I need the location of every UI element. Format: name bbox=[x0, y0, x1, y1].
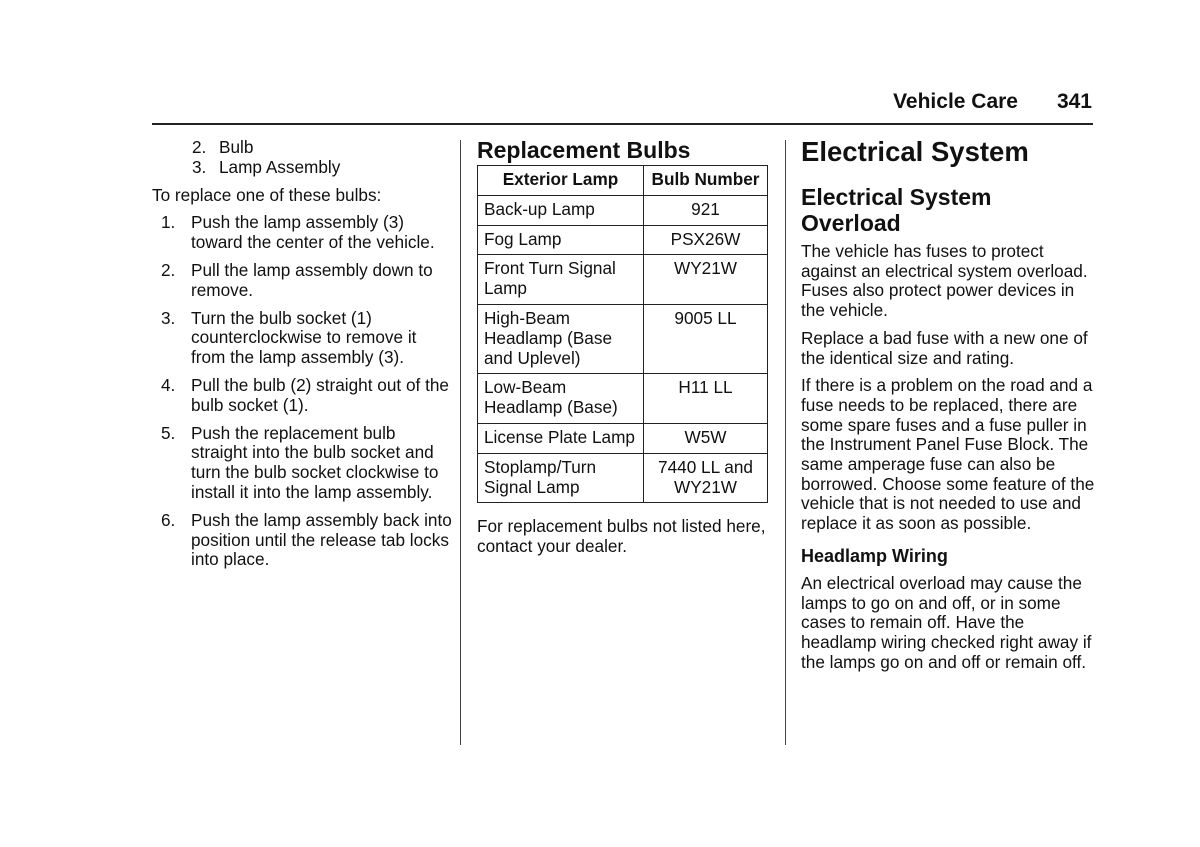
step-text: Pull the bulb (2) straight out of the bulb socket (1). bbox=[191, 374, 449, 415]
column-divider-left bbox=[460, 140, 461, 745]
paragraph: If there is a problem on the road and a fuse needs to be replaced, there are some spare fuses and a fuse puller in the Instrument Panel Fuse Block. The same amperage fuse can also be borrowed. Choose some feature of the vehicle that is not needed to use and replace it as soon as possible. bbox=[801, 375, 1095, 534]
list-number: 2. bbox=[192, 137, 207, 157]
bulb-number-cell: PSX26W bbox=[644, 225, 768, 255]
step-number: 1. bbox=[161, 212, 176, 233]
dealer-note: For replacement bulbs not listed here, contact your dealer. bbox=[477, 516, 766, 557]
lamp-cell: Stoplamp/Turn Signal Lamp bbox=[478, 453, 644, 503]
lamp-cell: License Plate Lamp bbox=[478, 423, 644, 453]
column-divider-right bbox=[785, 140, 786, 745]
header-rule bbox=[152, 123, 1093, 125]
list-text: Lamp Assembly bbox=[219, 156, 341, 177]
bulb-number-cell: 9005 LL bbox=[644, 304, 768, 373]
lamp-cell: Front Turn Signal Lamp bbox=[478, 255, 644, 305]
bulb-number-cell: 7440 LL and WY21W bbox=[644, 453, 768, 503]
bulb-number-cell: H11 LL bbox=[644, 374, 768, 424]
bulb-number-cell: 921 bbox=[644, 195, 768, 225]
paragraph: An electrical overload may cause the lamps to go on and off, or in some cases to remain off. Have the headlamp wiring checked right away if the lamps go on and off or remain off. bbox=[801, 572, 1092, 672]
paragraph: Replace a bad fuse with a new one of the identical size and rating. bbox=[801, 327, 1088, 368]
step-number: 3. bbox=[161, 307, 176, 328]
list-text: Bulb bbox=[219, 137, 254, 157]
lamp-cell: Back-up Lamp bbox=[478, 195, 644, 225]
page-header bbox=[0, 0, 1200, 130]
table-row bbox=[478, 225, 768, 255]
paragraph: The vehicle has fuses to protect against an electrical system overload. Fuses also protect power devices in the vehicle. bbox=[801, 241, 1088, 321]
lamp-cell: Low-Beam Headlamp (Base) bbox=[478, 374, 644, 424]
step-text: Turn the bulb socket (1) counterclockwise to remove it from the lamp assembly (3). bbox=[191, 307, 417, 368]
step-item bbox=[152, 213, 452, 253]
step-number: 6. bbox=[161, 509, 176, 530]
step-text: Push the lamp assembly (3) toward the center of the vehicle. bbox=[191, 212, 435, 253]
lamp-cell: High-Beam Headlamp (Base and Uplevel) bbox=[478, 304, 644, 373]
overload-heading: Electrical System Overload bbox=[801, 184, 992, 236]
column-bulb-procedure bbox=[152, 138, 452, 578]
step-item bbox=[152, 511, 452, 570]
table-row bbox=[478, 255, 768, 305]
step-item bbox=[152, 376, 452, 416]
step-number: 4. bbox=[161, 374, 176, 395]
procedure-intro: To replace one of these bulbs: bbox=[152, 184, 382, 205]
step-item bbox=[152, 424, 452, 503]
lamp-cell: Fog Lamp bbox=[478, 225, 644, 255]
step-text: Push the replacement bulb straight into the bulb socket and turn the bulb socket clockwise to install it into the lamp assembly. bbox=[191, 422, 439, 502]
headlamp-wiring-heading: Headlamp Wiring bbox=[801, 545, 948, 566]
table-row bbox=[478, 423, 768, 453]
bulb-table bbox=[477, 165, 768, 503]
procedure-steps bbox=[152, 213, 452, 570]
table-row bbox=[478, 195, 768, 225]
table-row bbox=[478, 453, 768, 503]
table-row bbox=[478, 374, 768, 424]
component-list bbox=[152, 138, 452, 178]
step-item bbox=[152, 261, 452, 301]
table-header-row bbox=[478, 166, 768, 196]
column-header: Exterior Lamp bbox=[478, 166, 644, 196]
step-item bbox=[152, 309, 452, 368]
column-replacement-bulbs bbox=[477, 136, 769, 557]
replacement-bulbs-heading: Replacement Bulbs bbox=[477, 137, 691, 163]
list-item bbox=[152, 158, 452, 178]
section-title: Vehicle Care bbox=[893, 90, 1018, 113]
column-electrical-system bbox=[801, 134, 1096, 672]
column-header: Bulb Number bbox=[644, 166, 768, 196]
electrical-system-heading: Electrical System bbox=[801, 136, 1029, 167]
list-number: 3. bbox=[192, 156, 207, 177]
step-number: 2. bbox=[161, 259, 176, 280]
bulb-number-cell: WY21W bbox=[644, 255, 768, 305]
step-text: Pull the lamp assembly down to remove. bbox=[191, 259, 433, 300]
page-number: 341 bbox=[1056, 90, 1092, 113]
step-text: Push the lamp assembly back into position until the release tab locks into place. bbox=[191, 509, 452, 570]
list-item bbox=[152, 138, 452, 158]
table-row bbox=[478, 304, 768, 373]
step-number: 5. bbox=[161, 422, 176, 443]
bulb-number-cell: W5W bbox=[644, 423, 768, 453]
